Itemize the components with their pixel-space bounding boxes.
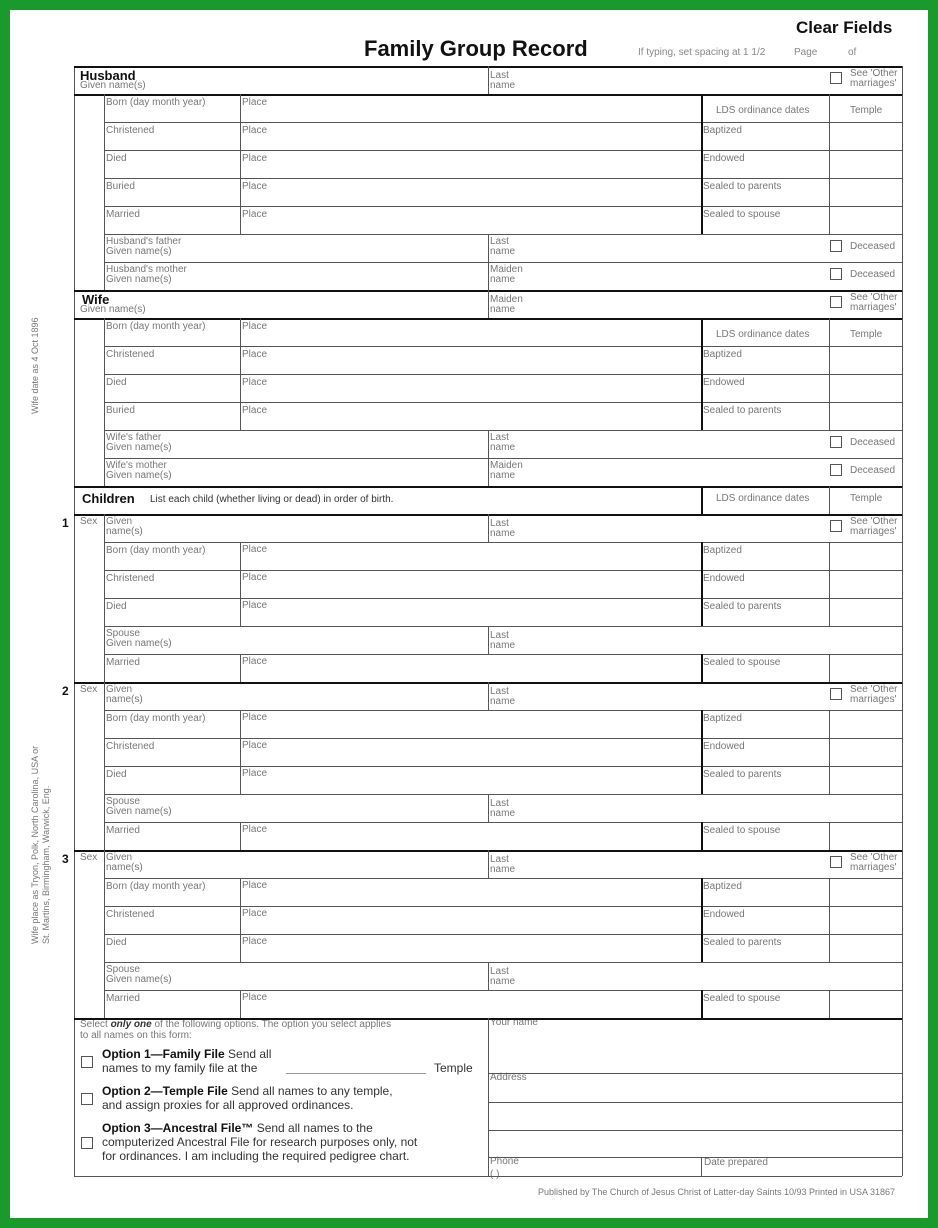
child-2-ordinance-label-1: Endowed <box>703 741 745 752</box>
rule-line <box>104 822 902 823</box>
wife-temple-header: Temple <box>850 329 883 340</box>
wife-parent-surname-label-0: Last <box>490 432 509 443</box>
rule-line <box>104 962 902 963</box>
child-1-ordinance-label-0: Baptized <box>703 545 742 556</box>
husband-event-label-0: Born (day month year) <box>106 97 206 108</box>
option-1-text: Option 1—Family File Send all names to my family file at the <box>102 1047 272 1076</box>
husband-parent-label-1: Husband's mother <box>106 264 187 275</box>
child-3-ordinance-label-0: Baptized <box>703 881 742 892</box>
wife-parent-deceased-label-0: Deceased <box>850 437 896 448</box>
column-line <box>104 318 105 486</box>
rule-line <box>104 626 902 627</box>
wife-ordinance-label-3: Sealed to parents <box>703 405 782 416</box>
wife-maiden-name-label-2: name <box>490 304 516 315</box>
husband-place-label-0: Place <box>242 97 268 108</box>
wife-ordinance-label-1: Baptized <box>703 349 742 360</box>
child-other-marriages-label-3-2: marriages' <box>850 862 897 873</box>
child-2-spouse-label-2: Given name(s) <box>106 806 172 817</box>
date-prepared-label: Date prepared <box>704 1157 768 1168</box>
rule-line <box>74 94 902 96</box>
child-last-label-3: Last <box>490 854 509 865</box>
wife-maiden-name-label: Maiden <box>490 294 523 305</box>
husband-parent-deceased-checkbox-0[interactable] <box>830 240 842 252</box>
option-1-checkbox[interactable] <box>81 1056 93 1068</box>
wife-event-label-2: Died <box>106 377 127 388</box>
page-title: Family Group Record <box>364 36 588 61</box>
wife-parent-label-0-2: Given name(s) <box>106 442 172 453</box>
column-line <box>829 94 830 234</box>
column-line <box>488 514 489 542</box>
child-3-sealed-spouse-label: Sealed to spouse <box>703 993 781 1004</box>
child-2-married-place-label: Place <box>242 824 268 835</box>
column-line <box>104 94 105 290</box>
rule-line <box>74 486 902 488</box>
child-sex-label-3: Sex <box>80 852 98 863</box>
children-note: List each child (whether living or dead) in order of birth. <box>150 494 394 505</box>
child-3-spouse-label: Spouse <box>106 964 140 975</box>
husband-place-label-1: Place <box>242 125 268 136</box>
column-line <box>701 822 703 850</box>
column-line <box>488 66 489 94</box>
husband-parent-deceased-checkbox-1[interactable] <box>830 268 842 280</box>
child-3-event-label-2: Died <box>106 937 127 948</box>
wife-date-note: Wife date as 4 Oct 1896 <box>30 317 40 414</box>
wife-lds-header: LDS ordinance dates <box>716 329 810 340</box>
wife-parent-deceased-checkbox-1[interactable] <box>830 464 842 476</box>
child-3-event-label-1: Christened <box>106 909 155 920</box>
child-other-marriages-label-1: See 'Other <box>850 516 898 527</box>
phone-area-code: ( ) <box>490 1169 500 1180</box>
child-last-label-3-2: name <box>490 864 516 875</box>
wife-event-label-3: Buried <box>106 405 135 416</box>
child-other-marriages-label-1-2: marriages' <box>850 526 897 537</box>
column-line <box>701 486 703 514</box>
wife-event-label-1: Christened <box>106 349 155 360</box>
wife-other-marriages-label: See 'Other <box>850 292 898 303</box>
child-2-sealed-spouse-label: Sealed to spouse <box>703 825 781 836</box>
address-label: Address <box>490 1072 527 1083</box>
rule-line <box>104 710 902 711</box>
wife-event-label-0: Born (day month year) <box>106 321 206 332</box>
child-given-label-3-2: name(s) <box>106 862 143 873</box>
rule-line <box>104 570 902 571</box>
rule-line <box>488 1157 902 1158</box>
child-number-1: 1 <box>62 516 69 530</box>
husband-ordinance-label-3: Sealed to parents <box>703 181 782 192</box>
child-2-place-label-2: Place <box>242 768 268 779</box>
husband-parent-deceased-label-1: Deceased <box>850 269 896 280</box>
rule-line <box>104 122 902 123</box>
child-1-spouse-label: Spouse <box>106 628 140 639</box>
husband-parent-deceased-label-0: Deceased <box>850 241 896 252</box>
bottom-border <box>74 1176 902 1177</box>
husband-event-label-1: Christened <box>106 125 155 136</box>
husband-other-marriages-label-2: marriages' <box>850 78 897 89</box>
clear-fields-button[interactable]: Clear Fields <box>796 18 893 37</box>
child-2-spouse-last-label-2: name <box>490 808 516 819</box>
child-2-event-label-2: Died <box>106 769 127 780</box>
husband-parent-surname-label-0: Last <box>490 236 509 247</box>
husband-temple-header: Temple <box>850 105 883 116</box>
rule-line <box>104 934 902 935</box>
child-2-ordinance-label-2: Sealed to parents <box>703 769 782 780</box>
child-3-place-label-2: Place <box>242 936 268 947</box>
rule-line <box>74 318 902 320</box>
child-3-married-label: Married <box>106 993 140 1004</box>
children-heading: Children <box>82 491 135 506</box>
husband-ordinance-label-1: Baptized <box>703 125 742 136</box>
wife-other-marriages-checkbox[interactable] <box>830 296 842 308</box>
child-3-married-place-label: Place <box>242 992 268 1003</box>
rule-line <box>488 1130 902 1131</box>
wife-place-label-3: Place <box>242 405 268 416</box>
rule-line <box>104 234 902 235</box>
child-1-place-label-0: Place <box>242 544 268 555</box>
wife-place-label-0: Place <box>242 321 268 332</box>
wife-place-label-2: Place <box>242 377 268 388</box>
child-2-event-label-1: Christened <box>106 741 155 752</box>
husband-ordinance-label-4: Sealed to spouse <box>703 209 781 220</box>
column-line <box>829 710 830 794</box>
child-1-spouse-last-label-2: name <box>490 640 516 651</box>
wife-parent-deceased-label-1: Deceased <box>850 465 896 476</box>
child-2-other-marriages-checkbox[interactable] <box>830 688 842 700</box>
wife-parent-label-0: Wife's father <box>106 432 162 443</box>
wife-parent-label-1: Wife's mother <box>106 460 167 471</box>
rule-line <box>104 430 902 431</box>
of-label: of <box>848 47 857 58</box>
rule-line <box>104 794 902 795</box>
child-3-place-label-0: Place <box>242 880 268 891</box>
column-line <box>488 234 489 290</box>
rule-line <box>104 206 902 207</box>
child-1-place-label-2: Place <box>242 600 268 611</box>
husband-given-names-label: Given name(s) <box>80 80 146 91</box>
child-2-event-label-0: Born (day month year) <box>106 713 206 724</box>
husband-parent-label-1-2: Given name(s) <box>106 274 172 285</box>
husband-parent-surname-label-0-2: name <box>490 246 516 257</box>
column-line <box>829 542 830 626</box>
rule-line <box>104 654 902 655</box>
child-2-place-label-0: Place <box>242 712 268 723</box>
rule-line <box>104 990 902 991</box>
children-lds-header: LDS ordinance dates <box>716 493 810 504</box>
family-group-record-form <box>10 10 928 1218</box>
option-1-temple-label: Temple <box>434 1061 473 1075</box>
husband-event-label-4: Married <box>106 209 140 220</box>
right-border <box>902 66 903 1176</box>
husband-parent-label-0-2: Given name(s) <box>106 246 172 257</box>
rule-line <box>104 346 902 347</box>
rule-line <box>104 906 902 907</box>
child-other-marriages-label-3: See 'Other <box>850 852 898 863</box>
column-line <box>829 654 830 682</box>
options-intro: Select only one of the following options. The option you select applies <box>80 1019 392 1030</box>
rule-line <box>104 598 902 599</box>
child-number-2: 2 <box>62 684 69 698</box>
column-line <box>488 794 489 822</box>
wife-parent-deceased-checkbox-0[interactable] <box>830 436 842 448</box>
child-1-place-label-1: Place <box>242 572 268 583</box>
child-1-event-label-2: Died <box>106 601 127 612</box>
husband-parent-surname-label-1-2: name <box>490 274 516 285</box>
rule-line <box>488 1073 902 1074</box>
wife-heading: Wife <box>82 292 110 307</box>
husband-parent-surname-label-1: Maiden <box>490 264 523 275</box>
typing-note: If typing, set spacing at 1 1/2 <box>638 47 766 58</box>
rule-line <box>488 1102 902 1103</box>
child-1-ordinance-label-2: Sealed to parents <box>703 601 782 612</box>
child-given-label-2: Given <box>106 684 133 695</box>
rule-line <box>104 766 902 767</box>
column-line <box>701 878 703 962</box>
rule-line <box>104 458 902 459</box>
rule-line <box>104 150 902 151</box>
wife-parent-surname-label-0-2: name <box>490 442 516 453</box>
child-given-label-1-2: name(s) <box>106 526 143 537</box>
rule-line <box>104 262 902 263</box>
child-3-spouse-label-2: Given name(s) <box>106 974 172 985</box>
publisher-footer: Published by The Church of Jesus Christ of Latter-day Saints 10/93 Printed in USA 31867 <box>538 1187 896 1197</box>
option-2-text: Option 2—Temple File Send all names to any temple, and assign proxies for all approved ordinances. <box>102 1084 393 1113</box>
child-last-label-1: Last <box>490 518 509 529</box>
column-line <box>488 430 489 486</box>
column-line <box>240 318 241 430</box>
column-line <box>104 682 105 850</box>
rule-line <box>104 178 902 179</box>
husband-last-name-label-2: name <box>490 80 516 91</box>
rule-line <box>104 374 902 375</box>
column-line <box>829 486 830 514</box>
column-line <box>488 850 489 878</box>
child-sex-label-1: Sex <box>80 516 98 527</box>
child-last-label-2: Last <box>490 686 509 697</box>
wife-parent-surname-label-1-2: name <box>490 470 516 481</box>
husband-place-label-3: Place <box>242 181 268 192</box>
column-line <box>701 542 703 626</box>
column-line <box>104 514 105 682</box>
child-1-married-label: Married <box>106 657 140 668</box>
children-temple-header: Temple <box>850 493 883 504</box>
husband-heading: Husband <box>80 68 136 83</box>
column-line <box>701 654 703 682</box>
column-line <box>488 682 489 710</box>
child-1-sealed-spouse-label: Sealed to spouse <box>703 657 781 668</box>
child-2-ordinance-label-0: Baptized <box>703 713 742 724</box>
option-1-temple-line[interactable] <box>286 1073 426 1074</box>
child-2-married-label: Married <box>106 825 140 836</box>
column-line <box>240 542 241 626</box>
child-3-event-label-0: Born (day month year) <box>106 881 206 892</box>
column-line <box>240 990 241 1018</box>
column-line <box>701 94 703 234</box>
wife-other-marriages-label-2: marriages' <box>850 302 897 313</box>
child-3-spouse-last-label-2: name <box>490 976 516 987</box>
phone-label: Phone <box>490 1156 519 1167</box>
child-2-spouse-label: Spouse <box>106 796 140 807</box>
child-given-label-1: Given <box>106 516 133 527</box>
rule-line <box>104 878 902 879</box>
child-1-event-label-1: Christened <box>106 573 155 584</box>
child-other-marriages-label-2: See 'Other <box>850 684 898 695</box>
wife-parent-surname-label-1: Maiden <box>490 460 523 471</box>
child-given-label-2-2: name(s) <box>106 694 143 705</box>
column-line <box>829 990 830 1018</box>
column-line <box>104 850 105 1018</box>
rule-line <box>104 542 902 543</box>
rule-line <box>104 402 902 403</box>
child-number-3: 3 <box>62 852 69 866</box>
wife-given-names-label: Given name(s) <box>80 304 146 315</box>
column-line <box>240 878 241 962</box>
child-1-spouse-label-2: Given name(s) <box>106 638 172 649</box>
husband-event-label-3: Buried <box>106 181 135 192</box>
option-3-checkbox[interactable] <box>81 1137 93 1149</box>
column-line <box>240 822 241 850</box>
left-border <box>74 66 75 1176</box>
option-2-checkbox[interactable] <box>81 1093 93 1105</box>
your-name-label: Your name <box>490 1017 538 1028</box>
husband-place-label-2: Place <box>242 153 268 164</box>
column-line <box>829 822 830 850</box>
column-line <box>829 318 830 430</box>
wife-place-note-2: St. Martins, Birmingham, Warwick, Eng. <box>41 785 51 944</box>
child-3-other-marriages-checkbox[interactable] <box>830 856 842 868</box>
column-line <box>488 626 489 654</box>
child-1-married-place-label: Place <box>242 656 268 667</box>
column-line <box>829 878 830 962</box>
husband-last-name-label: Last <box>490 70 509 81</box>
column-line <box>488 290 489 318</box>
husband-event-label-2: Died <box>106 153 127 164</box>
child-1-ordinance-label-1: Endowed <box>703 573 745 584</box>
child-3-ordinance-label-1: Endowed <box>703 909 745 920</box>
option-3-text: Option 3—Ancestral File™ Send all names to the computerized Ancestral File for research purposes only, not for ordinances. I am including the required pedigree chart. <box>102 1121 418 1164</box>
child-1-event-label-0: Born (day month year) <box>106 545 206 556</box>
child-other-marriages-label-2-2: marriages' <box>850 694 897 705</box>
wife-ordinance-label-2: Endowed <box>703 377 745 388</box>
child-2-spouse-last-label: Last <box>490 798 509 809</box>
husband-other-marriages-label: See 'Other <box>850 68 898 79</box>
child-3-place-label-1: Place <box>242 908 268 919</box>
husband-ordinance-label-2: Endowed <box>703 153 745 164</box>
column-line <box>488 962 489 990</box>
column-line <box>701 1157 702 1176</box>
husband-place-label-4: Place <box>242 209 268 220</box>
husband-other-marriages-checkbox[interactable] <box>830 72 842 84</box>
wife-place-label-1: Place <box>242 349 268 360</box>
page-label: Page <box>794 47 818 58</box>
child-last-label-2-2: name <box>490 696 516 707</box>
child-1-other-marriages-checkbox[interactable] <box>830 520 842 532</box>
column-line <box>488 1018 489 1176</box>
child-1-spouse-last-label: Last <box>490 630 509 641</box>
wife-parent-label-1-2: Given name(s) <box>106 470 172 481</box>
husband-lds-header: LDS ordinance dates <box>716 105 810 116</box>
column-line <box>701 318 703 430</box>
wife-place-note-1: Wife place as Tryon, Polk, North Carolina, USA or <box>30 745 40 944</box>
child-3-spouse-last-label: Last <box>490 966 509 977</box>
column-line <box>240 710 241 794</box>
rule-line <box>104 738 902 739</box>
child-given-label-3: Given <box>106 852 133 863</box>
options-intro-2: to all names on this form: <box>80 1030 192 1041</box>
child-3-ordinance-label-2: Sealed to parents <box>703 937 782 948</box>
column-line <box>240 94 241 234</box>
child-sex-label-2: Sex <box>80 684 98 695</box>
column-line <box>701 710 703 794</box>
child-last-label-1-2: name <box>490 528 516 539</box>
husband-parent-label-0: Husband's father <box>106 236 182 247</box>
child-2-place-label-1: Place <box>242 740 268 751</box>
column-line <box>240 654 241 682</box>
column-line <box>701 990 703 1018</box>
